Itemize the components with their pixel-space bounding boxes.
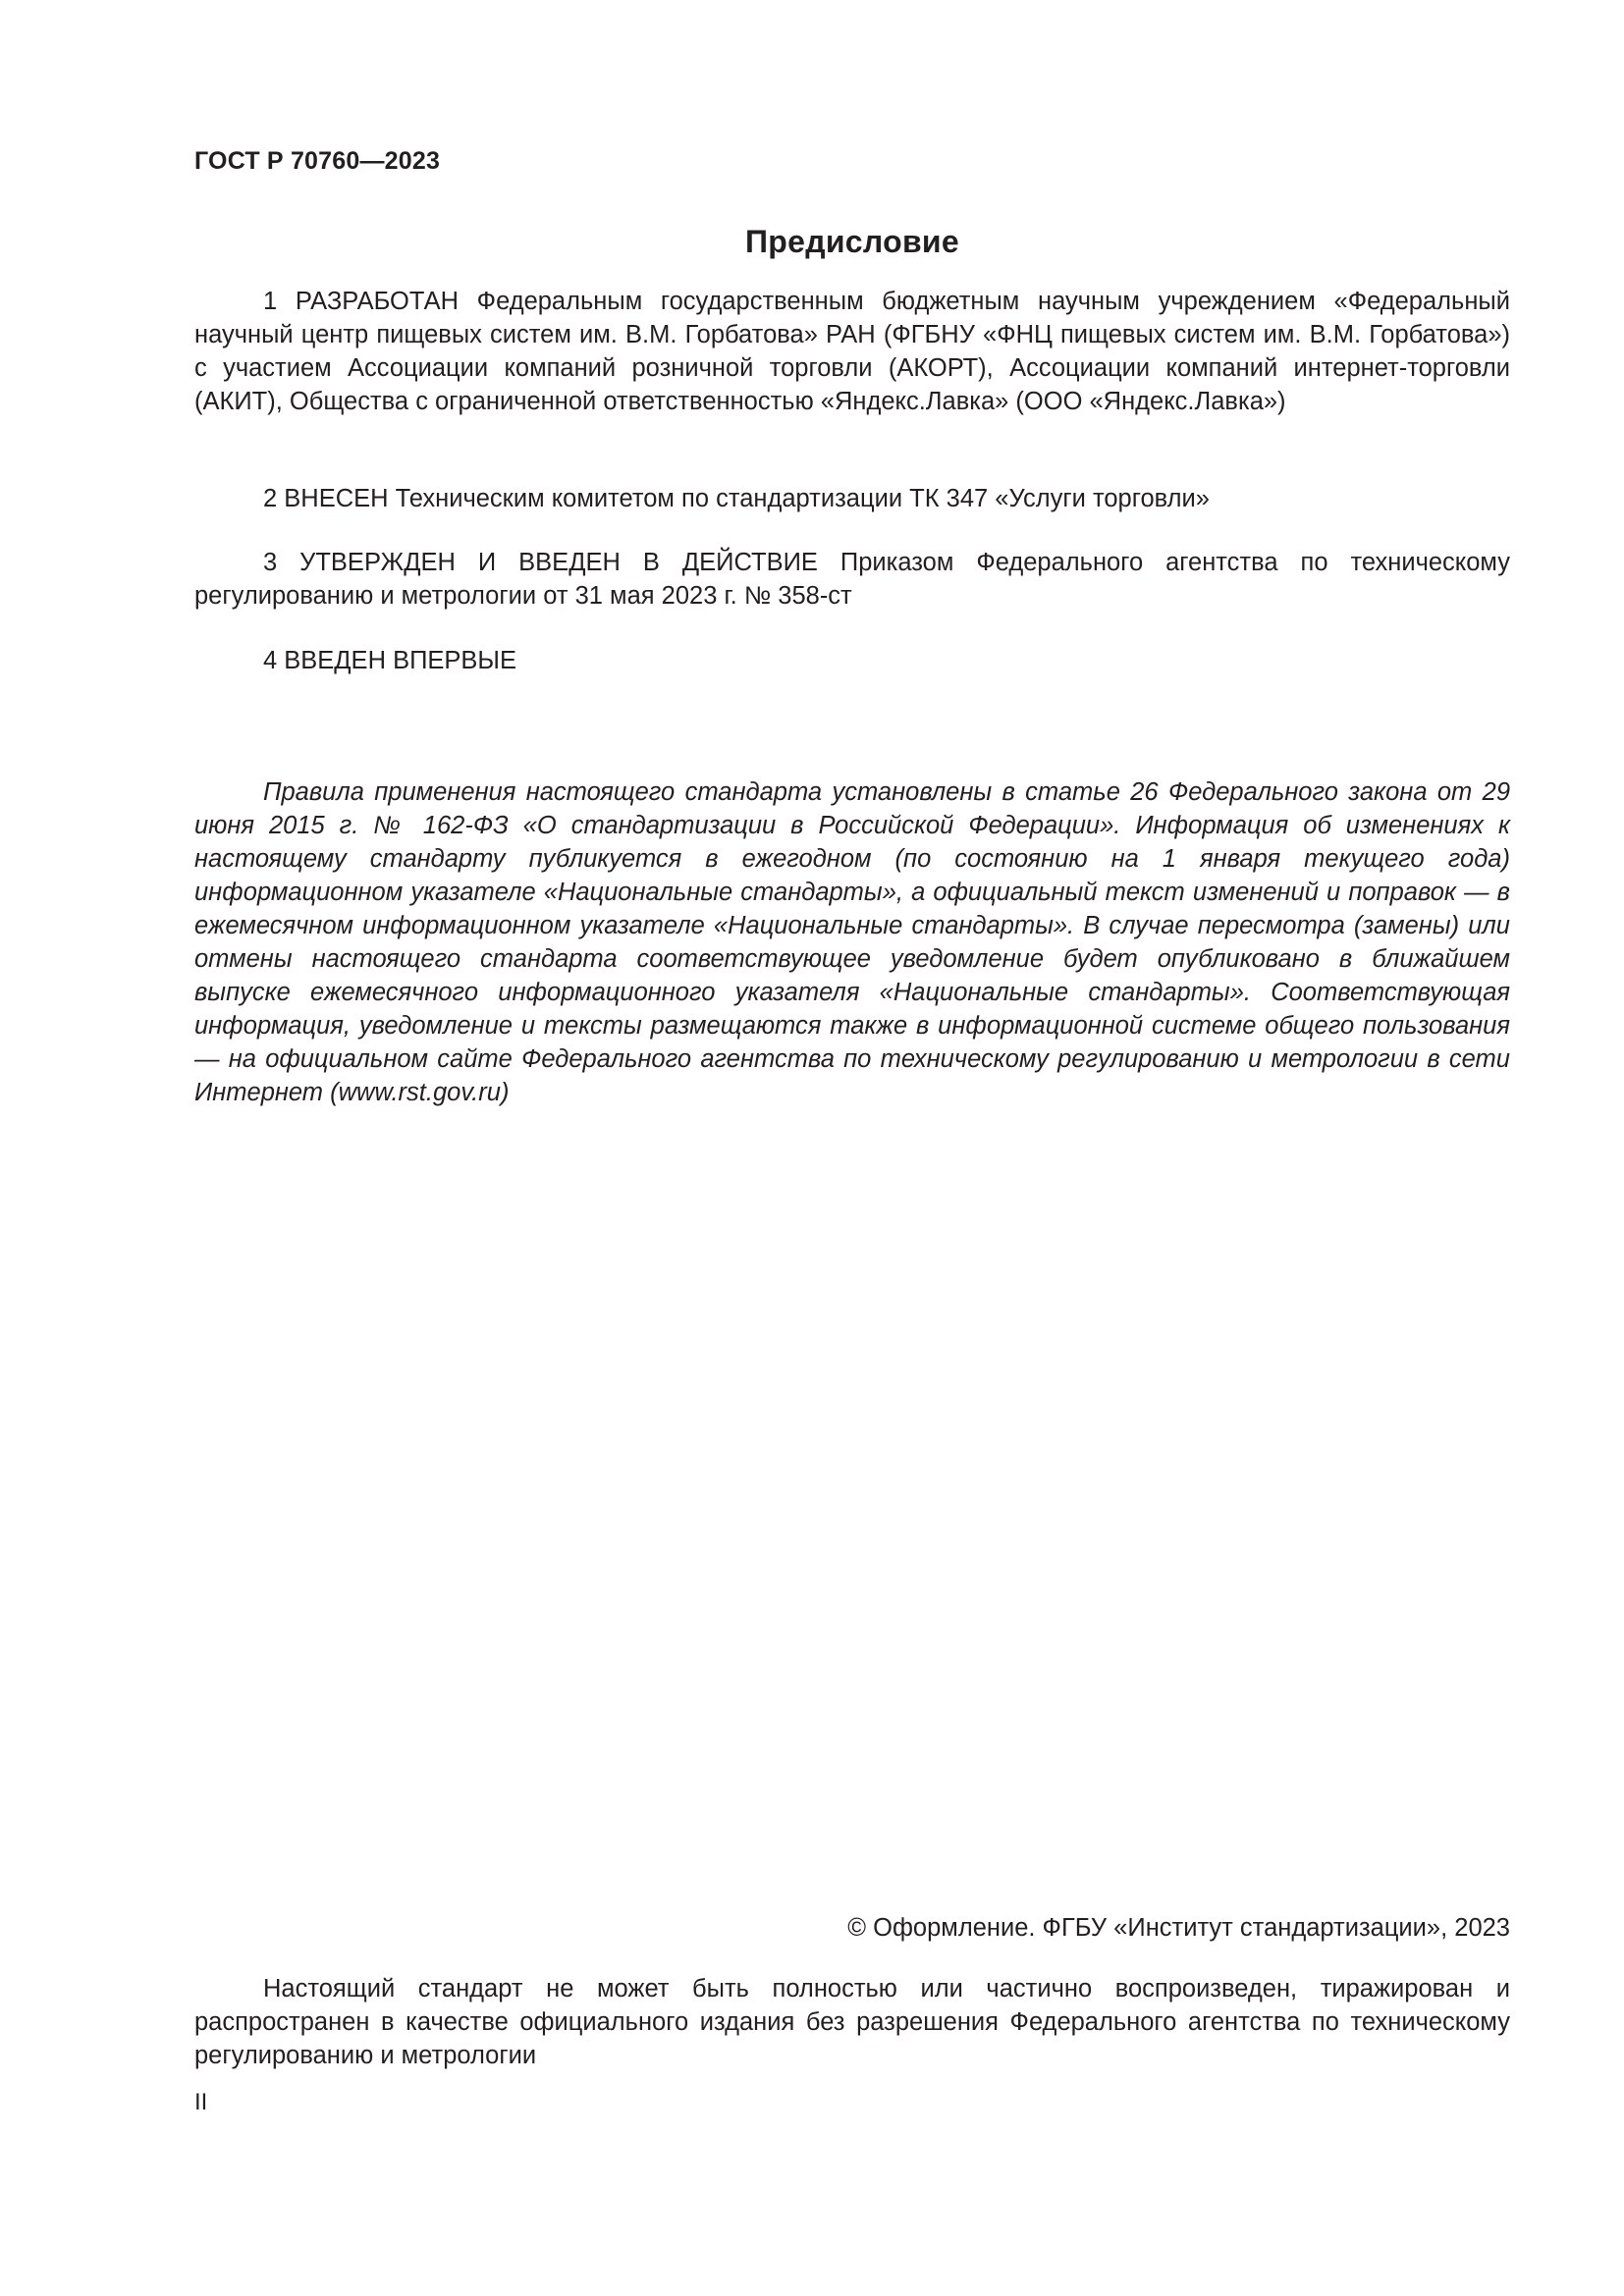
preface-title: Предисловие: [744, 224, 960, 259]
preface-item-developed: 1 РАЗРАБОТАН Федеральным государственным бюджетным научным учреждением «Федеральный научный центр пищевых систем им. В.М. Горбатова» РАН (ФГБНУ «ФНЦ пищевых систем им. В.М. Горбатова») с участием Ассоциации компаний розничной торговли (АКОРТ), Ассоциации компаний интернет-торговли (АКИТ), Общества с ограниченной ответственностью «Яндекс.Лавка» (ООО «Яндекс.Лавка»): [194, 288, 1510, 415]
page-number: II: [194, 2089, 208, 2115]
document-code: ГОСТ Р 70760—2023: [194, 147, 441, 175]
preface-item-approved: 3 УТВЕРЖДЕН И ВВЕДЕН В ДЕЙСТВИЕ Приказом Федерального агентства по техническому регулированию и метрологии от 31 мая 2023 г. № 358-ст: [194, 549, 1510, 610]
copyright-line: © Оформление. ФГБУ «Институт стандартизации», 2023: [847, 1914, 1510, 1942]
preface-item-introduced: 2 ВНЕСЕН Техническим комитетом по стандартизации ТК 347 «Услуги торговли»: [263, 485, 1210, 512]
application-rules-notice: Правила применения настоящего стандарта установлены в статье 26 Федерального закона от 29 июня 2015 г. № 162-ФЗ «О стандартизации в Российской Федерации». Информация об изменениях к настоящему стандарту публикуется в ежегодном (по состоянию на 1 января текущего года) информационном указателе «Национальные стандарты», а официальный текст изменений и поправок — в ежемесячном информационном указателе «Национальные стандарты». В случае пересмотра (замены) или отмены настоящего стандарта соответствующее уведомление будет опубликовано в ближайшем выпуске ежемесячного информационного указателя «Национальные стандарты». Соответствующая информация, уведомление и тексты размещаются также в информационной системе общего пользования — на официальном сайте Федерального агентства по техническому регулированию и метрологии в сети Интернет (www.rst.gov.ru): [194, 778, 1510, 1106]
reproduction-notice: Настоящий стандарт не может быть полностью или частично воспроизведен, тиражирован и распространен в качестве официального издания без разрешения Федерального агентства по техническому регулированию и метрологии: [194, 1975, 1510, 2069]
preface-item-first-introduced: 4 ВВЕДЕН ВПЕРВЫЕ: [263, 647, 517, 674]
